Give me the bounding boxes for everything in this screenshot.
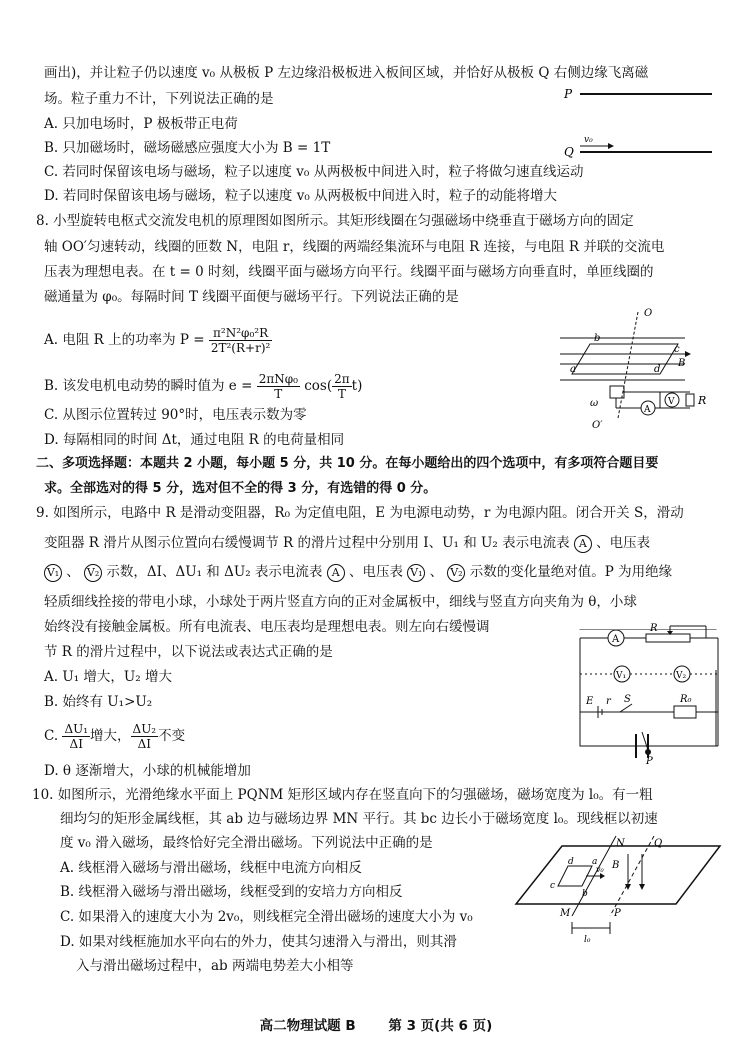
fraction-numerator: π²N²φ₀²R (209, 326, 272, 341)
q9-stem-line-1: 9. 如图所示，电路中 R 是滑动变阻器，R₀ 为定值电阻，E 为电源电动势，r 为电源内阻。闭合开关 S，滑动 (36, 505, 684, 521)
resistor-r-label: R (698, 394, 707, 407)
q8-option-b-cos: cos( (304, 378, 333, 394)
separator: 、 (66, 564, 80, 580)
q8-option-a-text: A. 电阻 R 上的功率为 P = (44, 332, 205, 348)
fraction-denominator: T (274, 387, 283, 401)
plate-q-label: Q (564, 145, 574, 159)
fraction-denominator: 2T²(R+r)² (210, 341, 271, 355)
q9-stem-line-3 (44, 563, 672, 582)
q7-option-c: C. 若同时保留该电场与磁场，粒子以速度 v₀ 从两极板中间进入时，粒子将做匀速直线运动 (44, 164, 584, 180)
q8-stem-line-2: 轴 OO′匀速转动，线圈的匝数 N，电阻 r，线圈的两端经集流环与电阻 R 连接，与电阻 R 并联的交流电 (44, 239, 665, 255)
q7-text-line-1: 画出)，并让粒子仍以速度 v₀ 从极板 P 左边缘沿极板进入板间区域，并恰好从极板 Q 右侧边缘飞离磁 (44, 65, 649, 81)
section-2-heading-line-1: 二、多项选择题：本题共 2 小题，每小题 5 分，共 10 分。在每小题给出的四个选项中，有多项符合题目要 (36, 456, 659, 471)
axis-o-prime-label: O′ (592, 420, 603, 431)
voltmeter-label: V (668, 397, 675, 407)
q8-stem-line-1: 8. 小型旋转电枢式交流发电机的原理图如图所示。其矩形线圈在匀强磁场中绕垂直于磁场方向的固定 (36, 213, 634, 229)
field-region-figure (516, 836, 726, 946)
emf-label: E (586, 696, 594, 707)
label-a: a (570, 364, 576, 375)
q9-stem-line-4: 轻质细线拴接的带电小球，小球处于两片竖直方向的正对金属板中，细线与竖直方向夹角为 θ，小球 (44, 594, 637, 610)
voltmeter-2-symbol: V₂ (447, 564, 465, 582)
frame-b-label: b (582, 889, 588, 899)
velocity-label: v₀ (584, 135, 593, 145)
frame-c-label: c (550, 881, 556, 891)
q7-option-b: B. 只加磁场时，磁场磁感应强度大小为 B = 1T (44, 140, 331, 156)
axis-o-top-label: O (644, 308, 653, 319)
ammeter-symbol: A (327, 564, 345, 582)
fraction-numerator: ΔU₁ (64, 722, 89, 736)
q8-option-a-fraction (209, 326, 272, 355)
fraction-denominator: T (337, 387, 346, 401)
q8-option-b-fraction (257, 372, 300, 401)
frame-d-label: d (568, 857, 574, 867)
fraction-numerator: ΔU₂ (132, 722, 157, 736)
label-b-field: B (678, 358, 686, 369)
q9-stem-line-3-text-2: 、电压表 (349, 564, 404, 580)
label-d: d (654, 364, 661, 375)
q10-stem-line-2: 细均匀的矩形金属线框，其 ab 边与磁场边界 MN 平行。其 bc 边长小于磁场宽度 l₀。现线框以初速 (60, 811, 658, 827)
label-c: c (674, 344, 680, 355)
page-footer (0, 1014, 752, 1034)
corner-m-label: M (560, 908, 571, 919)
corner-q-label: Q (654, 838, 663, 849)
q9-stem-line-5: 始终没有接触金属板。所有电流表、电压表均是理想电表。则左向右缓慢调 (44, 619, 490, 635)
q9-stem-line-2-text: 变阻器 R 滑片从图示位置向右缓慢调节 R 的滑片过程中分别用 I、U₁ 和 U₂ 表示电流表 (44, 535, 570, 551)
corner-n-label: N (616, 838, 625, 849)
circuit-figure (576, 622, 726, 767)
q9-stem-line-6: 节 R 的滑片过程中，以下说法或表达式正确的是 (44, 644, 333, 660)
r0-label: R₀ (680, 694, 692, 705)
q7-text-line-2: 场。粒子重力不计，下列说法正确的是 (44, 91, 274, 107)
internal-r-label: r (606, 696, 611, 707)
q9-option-c-fraction-2 (131, 722, 159, 751)
q8-option-c: C. 从图示位置转过 90°时，电压表示数为零 (44, 407, 307, 423)
q10-stem-line-1: 10. 如图所示，光滑绝缘水平面上 PQNM 矩形区域内存在竖直向下的匀强磁场，磁场宽度为 l₀。有一粗 (32, 787, 653, 803)
fraction-numerator: 2πNφ₀ (258, 372, 298, 386)
q9-option-c (44, 722, 185, 751)
switch-label: S (624, 694, 631, 705)
circuit-v2-label: V₂ (676, 671, 687, 681)
plate-p-label: P (564, 87, 573, 101)
q8-option-d: D. 每隔相同的时间 Δt，通过电阻 R 的电荷量相同 (44, 432, 345, 448)
circuit-v1-label: V₁ (616, 671, 627, 681)
omega-label: ω (590, 398, 599, 409)
q9-option-c-tail: 不变 (158, 728, 186, 744)
q9-stem-line-2-tail: 、电压表 (596, 535, 651, 551)
fraction-denominator: ΔI (137, 737, 152, 751)
circuit-ammeter-label: A (612, 634, 620, 645)
q10-option-a: A. 线框滑入磁场与滑出磁场，线框中电流方向相反 (60, 860, 362, 876)
q8-option-b (44, 372, 362, 401)
q7-option-d: D. 若同时保留该电场与磁场，粒子以速度 v₀ 从两极板中间进入时，粒子的动能将增大 (44, 188, 558, 204)
ammeter-symbol: A (574, 535, 592, 553)
parallel-plates-figure (560, 84, 720, 164)
rheostat-label: R (650, 623, 658, 634)
footer-title: 高二物理试题 B (259, 1018, 356, 1034)
frame-a-label: a (592, 857, 598, 867)
q8-stem-line-3: 压表为理想电表。在 t = 0 时刻，线圈平面与磁场方向平行。线圈平面与磁场方向垂直时，单匝线圈的 (44, 264, 654, 280)
footer-page-number: 第 3 页(共 6 页) (388, 1018, 493, 1034)
q8-option-b-tail: t) (351, 378, 363, 394)
q8-option-a (44, 326, 272, 355)
fraction-numerator: 2π (334, 372, 350, 386)
q9-option-c-text: 增大， (90, 728, 131, 744)
corner-p-label: P (614, 908, 621, 919)
q9-stem-line-2 (44, 534, 650, 553)
q8-stem-line-4: 磁通量为 φ₀。每隔时间 T 线圈平面便与磁场平行。下列说法正确的是 (44, 289, 459, 305)
field-b-label: B (612, 860, 620, 871)
q9-option-d: D. θ 逐渐增大，小球的机械能增加 (44, 763, 251, 779)
generator-figure (560, 308, 710, 438)
ball-p-label: P (646, 756, 653, 767)
ammeter-label: A (644, 405, 651, 415)
q10-option-b: B. 线框滑入磁场与滑出磁场，线框受到的安培力方向相反 (60, 884, 403, 900)
voltmeter-1-symbol: V₁ (44, 564, 62, 582)
separator: 、 (429, 564, 444, 580)
q9-option-b: B. 始终有 U₁>U₂ (44, 694, 153, 710)
section-2-heading-line-2: 求。全部选对的得 5 分，选对但不全的得 3 分，有选错的得 0 分。 (44, 481, 437, 496)
q7-option-a: A. 只加电场时，P 极板带正电荷 (44, 116, 238, 132)
fraction-denominator: ΔI (69, 737, 83, 751)
q8-option-b-text: B. 该发电机电动势的瞬时值为 e = (44, 378, 253, 394)
q9-option-a: A. U₁ 增大，U₂ 增大 (44, 669, 172, 685)
q9-option-c-label: C. (44, 728, 59, 744)
q9-stem-line-3-tail: 示数的变化量绝对值。P 为用绝缘 (469, 564, 673, 580)
q9-option-c-fraction-1 (62, 722, 90, 751)
q10-option-d-line-2: 入与滑出磁场过程中，ab 两端电势差大小相等 (76, 958, 354, 974)
voltmeter-2-symbol: V₂ (84, 564, 102, 582)
label-b: b (594, 333, 601, 344)
width-l0-label: l₀ (584, 935, 591, 945)
q8-option-b-fraction-2 (332, 372, 352, 401)
q10-option-d-line-1: D. 如果对线框施加水平向右的外力，使其匀速滑入与滑出，则其滑 (60, 934, 457, 950)
voltmeter-1-symbol: V₁ (407, 564, 425, 582)
q10-stem-line-3: 度 v₀ 滑入磁场，最终恰好完全滑出磁场。下列说法中正确的是 (60, 835, 433, 851)
q10-option-c: C. 如果滑入的速度大小为 2v₀，则线框完全滑出磁场的速度大小为 v₀ (60, 909, 473, 925)
q9-stem-line-3-text: 示数，ΔI、ΔU₁ 和 ΔU₂ 表示电流表 (106, 564, 323, 580)
frame-velocity-label: v₀ (596, 865, 604, 874)
